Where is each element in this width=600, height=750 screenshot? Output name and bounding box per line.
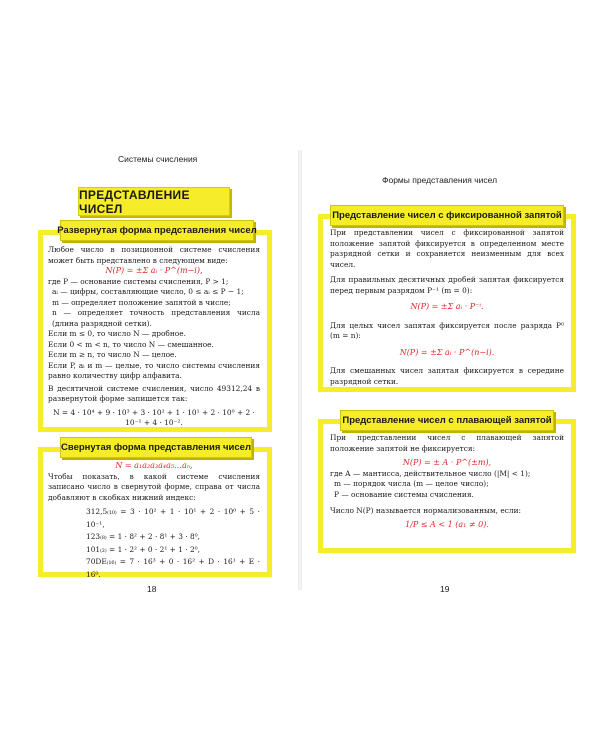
case-fraction: Если m ≤ 0, то число N — дробное. [48, 329, 186, 338]
floating-formula: N(P) = ± A · P^(±m), [402, 458, 492, 467]
def-m: m — определяет положение запятой в числе; [52, 297, 231, 307]
def-n: n — определяет точность представления числа (длина разрядной сетки). [52, 308, 260, 328]
fixed-formula-fraction: N(P) = ±Σ aᵢ · P⁻ⁱ. [410, 302, 484, 311]
def-p: где P — основание системы счисления, P > 1; [48, 276, 229, 286]
fixed-intro: При представлении чисел с фиксированной запятой положение запятой фиксируется в определенном месте разрядной сетки и сохраняется неизменным для всех чисел. [330, 228, 564, 269]
collapsed-formula: N = a₁a₂a₃a₄a₅…aₙ, [115, 461, 193, 470]
fixed-mixed: Для смешанных чисел запятая фиксируется в середине разрядной сетки. [330, 366, 564, 386]
def-a: aᵢ — цифры, составляющие число, 0 ≤ aᵢ ≤ P − 1; [52, 287, 244, 296]
page-number-right: 19 [440, 584, 450, 594]
page-number-left: 18 [147, 584, 157, 594]
collapsed-form-heading: Свернутая форма представления чисел [60, 437, 252, 458]
floating-def-a: где A — мантисса, действительное число (|M| < 1); [330, 468, 531, 478]
fixed-formula-integer: N(P) = ±Σ aᵢ · P^(n−i). [399, 347, 495, 357]
normalized-note: Число N(P) называется нормализованным, если: [330, 506, 521, 515]
normalized-condition: 1/P ≤ A < 1 (a₁ ≠ 0). [405, 519, 489, 529]
fixed-integers: Для целых чисел запятая фиксируется после разряда P⁰ (m = n): [330, 320, 564, 340]
expanded-form-content [48, 245, 260, 429]
decimal-note: В десятичной системе счисления, число 49312,24 в развернутой форме запишется так: [48, 383, 260, 403]
fixed-point-content [330, 228, 564, 387]
expanded-formula: N(P) = ±Σ aᵢ · P^(m−i), [105, 266, 203, 275]
running-head-left: Системы счисления [118, 154, 198, 164]
case-alphabet: Если P, aᵢ и m — целые, то число системы счисления равно количеству цифр алфавита. [48, 360, 260, 380]
decimal-expansion: N = 4 · 10⁴ + 9 · 10³ + 3 · 10² + 1 · 10¹ + 2 · 10⁰ + 2 · 10⁻¹ + 4 · 10⁻². [53, 407, 255, 427]
floating-point-content [330, 433, 564, 530]
example-octal: 123₍₈₎ = 1 · 8² + 2 · 8¹ + 3 · 8⁰, [86, 532, 200, 541]
floating-def-p: P — основание системы счисления. [334, 489, 474, 499]
floating-intro: При представлении чисел с плавающей запятой положение запятой не фиксируется: [330, 433, 564, 453]
collapsed-form-content [48, 461, 260, 581]
collapsed-intro: Чтобы показать, в какой системе счисления записано число в свернутой форме, справа от числа добавляют в скобках нижний индекс: [48, 471, 260, 502]
floating-def-m: m — порядок числа (m — целое число); [334, 479, 489, 488]
case-integer: Если m ≥ n, то число N — целое. [48, 350, 177, 359]
expanded-intro: Любое число в позиционной системе счисления может быть представлено в следующем виде: [48, 245, 260, 265]
page-title: ПРЕДСТАВЛЕНИЕ ЧИСЕЛ [78, 187, 230, 216]
fixed-point-heading: Представление чисел с фиксированной запятой [330, 205, 564, 226]
example-hex: 70DE₍₁₆₎ = 7 · 16³ + 0 · 16² + D · 16¹ + E · 16⁰. [86, 557, 260, 579]
fixed-fractions: Для правильных десятичных дробей запятая фиксируется перед первым разрядом P⁻¹ (m = 0): [330, 275, 564, 295]
floating-point-heading: Представление чисел с плавающей запятой [340, 410, 554, 431]
expanded-form-heading: Развернутая форма представления чисел [60, 220, 254, 241]
case-mixed: Если 0 < m < n, то число N — смешанное. [48, 339, 214, 349]
example-binary: 101₍₂₎ = 1 · 2² + 0 · 2¹ + 1 · 2⁰, [86, 544, 200, 554]
example-decimal: 312,5₍₁₀₎ = 3 · 10² + 1 · 10¹ + 2 · 10⁰ + 5 · 10⁻¹, [86, 507, 260, 529]
right-page [300, 0, 600, 750]
running-head-right: Формы представления чисел [382, 175, 498, 185]
